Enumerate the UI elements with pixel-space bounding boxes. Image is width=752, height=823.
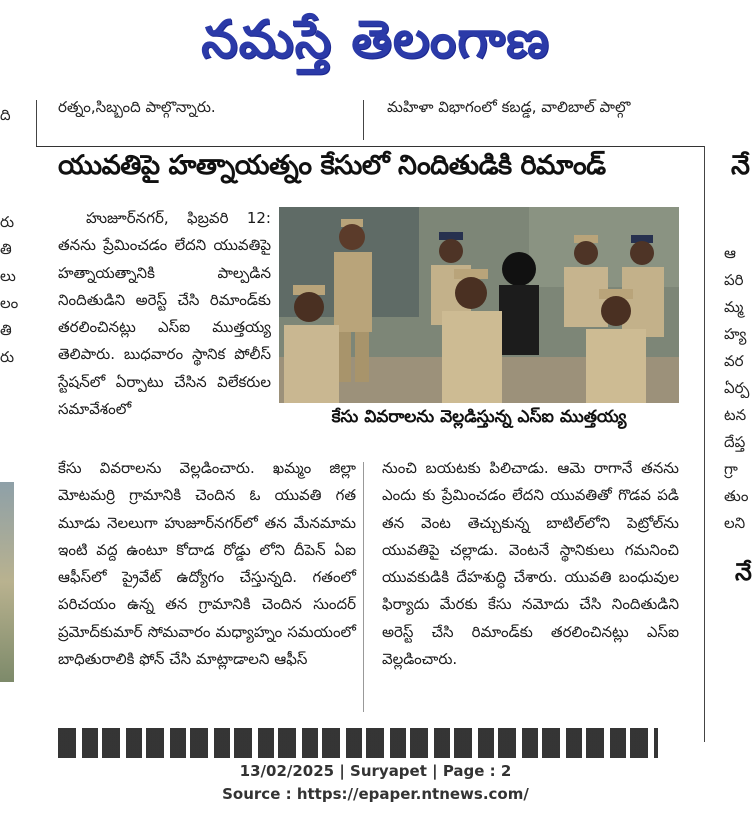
article-photo [279, 207, 679, 403]
article-body-col1-bottom [58, 455, 356, 673]
footer-source-line: Source : https://epaper.ntnews.com/ [222, 785, 529, 803]
article-paragraph: హుజూర్‌నగర్, ఫిబ్రవరి 12: తనను ప్రేమించడం లేదని యువతిపై హత్నాయత్నానికి పాల్పడిన నిందితుడిని అరెస్ట్ చేసి రిమాండ్‌కు తరలించినట్లు ఎస్ఐ ముత్తయ్య తెలిపారు. బుధవారం స్థానిక పోలీస్ స్టేషన్‌లో ఏర్పాటు చేసిన విలేకరుల సమావేశంలో [58, 209, 271, 419]
right-neighbor-subhead-edge: నే [735, 558, 752, 586]
right-neighbor-headline-edge: నే [731, 150, 750, 181]
article-headline: యువతిపై హత్నాయత్నం కేసులో నిందితుడికి రిమాండ్ [58, 150, 606, 181]
right-neighbor-column-edge: ఆ పరి మ్మ హ్య వర ఏర్ప టన దేప్త గ్రా తుం లని [724, 244, 750, 532]
column-rule-left [36, 100, 37, 147]
next-headline-cropped [58, 728, 658, 742]
article-top-rule [36, 146, 704, 147]
photo-caption: కేసు వివరాలను వెల్లడిస్తున్న ఎస్ఐ ముత్తయ్య [331, 407, 627, 427]
police-group-photo [279, 207, 679, 403]
article-paragraph: నుంచి బయటకు పిలిచాడు. ఆమె రాగానే తనను ఎందు కు ప్రేమించడం లేదని యువతితో గొడవ పడి తన వెంట తెచ్చుకున్న బాటిల్‌లోని పెట్రోల్‌ను యువతిపై చల్లాడు. వెంటనే స్థానికులు గమనించి యువకుడికి దేహశుద్ధి చేశారు. యువతి బంధువుల ఫిర్యాదు మేరకు కేసు నమోదు చేసి నిందితుడిని అరెస్ట్ చేసి రిమాండ్‌కు తరలించినట్లు ఎస్ఐ వెల్లడించారు. [382, 459, 679, 669]
body-column-divider [363, 462, 364, 712]
accused-masked [499, 252, 539, 355]
article-right-rule [704, 146, 705, 742]
column-rule-mid [363, 100, 364, 140]
masthead-title: నమస్తే తెలంగాణ [201, 10, 550, 70]
top-strip-right-text: మహిళా విభాగంలో కబడ్డ, వాలిబాల్ పాల్గొ [387, 98, 631, 116]
article-paragraph: కేసు వివరాలను వెల్లడించారు. ఖమ్మం జిల్లా మోటమర్రి గ్రామానికి చెందిన ఓ యువతి గత మూడు నెలలుగా హుజూర్‌నగర్‌లో తన మేనమామ ఇంటి వద్ద ఉంటూ కోదాడ రోడ్డు లోని దీపెన్ ఏఐ ఆఫీస్‌లో ప్రైవేట్ ఉద్యోగం చేస్తున్నది. గతంలో పరిచయం ఉన్న తన గ్రామానికి చెందిన సుందర్ ప్రమోద్‌కుమార్ సోమవారం మధ్యాహ్నం సమయంలో బాధితురాలికి ఫోన్ చేసి మాట్లాడాలని ఆఫీస్ [58, 459, 356, 669]
top-strip-left-text: రత్నం,సిబ్బంది పాల్గొన్నారు. [58, 98, 216, 116]
article-body-col2 [382, 455, 679, 673]
footer-date-line: 13/02/2025 | Suryapet | Page : 2 [239, 762, 512, 780]
newspaper-masthead [0, 0, 751, 88]
left-neighbor-column-edge: ది రు తి లు లం తి రు [0, 106, 19, 366]
left-neighbor-photo-edge [0, 482, 14, 682]
article-body-col1-top [58, 205, 271, 423]
